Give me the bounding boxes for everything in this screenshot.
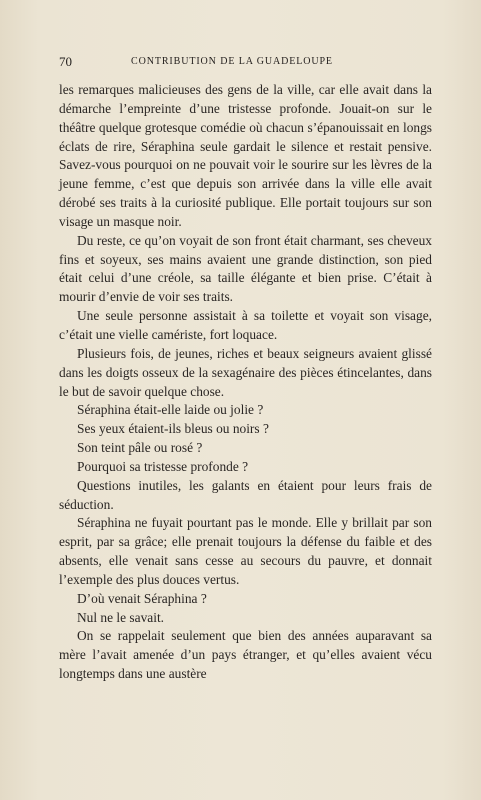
running-title: CONTRIBUTION DE LA GUADELOUPE — [131, 56, 333, 67]
paragraph: Pourquoi sa tristesse profonde ? — [77, 458, 249, 474]
running-header — [59, 56, 432, 70]
paragraph: Séraphina était-elle laide ou jolie ? — [77, 402, 264, 418]
paragraph: Questions inutiles, les galants en étaient pour leurs frais de séduction. — [59, 477, 432, 512]
paragraph: Du reste, ce qu’on voyait de son front était charmant, ses cheveux fins et soyeux, ses mains avaient une grande distinction, son pied était celui d’une créole, sa taille élégante et bien prise. C’était à mourir d’envie de voir ses traits. — [59, 232, 432, 305]
body-text — [59, 81, 432, 684]
paragraph: Son teint pâle ou rosé ? — [77, 440, 203, 456]
paragraph-continuation: les remarques malicieuses des gens de la ville, car elle avait dans la démarche l’empreinte d’une tristesse profonde. Jouait-on sur le théâtre quelque grotesque comédie où chacun s’épanouissait en longs éclats de rire, Séraphina seule gardait le silence et restait pensive. Savez-vous pourquoi on ne pouvait voir le sourire sur les lèvres de la jeune femme, c’est que depuis son arrivée dans la ville elle avait dérobé ses traits à la curiosité publique. Elle portait toujours sur son visage un masque noir. — [59, 82, 432, 229]
page-number: 70 — [59, 54, 72, 69]
paragraph: Ses yeux étaient-ils bleus ou noirs ? — [77, 421, 269, 437]
paragraph: Séraphina ne fuyait pourtant pas le monde. Elle y brillait par son esprit, par sa grâce; elle prenait toujours la défense du faible et des absents, elle venait sans cesse au secours du pauvre, et donnait l’exemple des plus douces vertus. — [59, 515, 432, 587]
paragraph: D’où venait Séraphina ? — [77, 590, 207, 606]
paragraph: Une seule personne assistait à sa toilette et voyait son visage, c’était une vielle camériste, fort loquace. — [59, 308, 432, 342]
paragraph: Nul ne le savait. — [77, 609, 165, 625]
paragraph: Plusieurs fois, de jeunes, riches et beaux seigneurs avaient glissé dans les doigts osseux de la sexagénaire des pièces étincelantes, dans le but de savoir quelque chose. — [59, 345, 432, 399]
paragraph: On se rappelait seulement que bien des années auparavant sa mère l’avait amenée d’un pays étranger, et qu’elles avaient vécu longtemps dans une austère — [59, 628, 432, 682]
